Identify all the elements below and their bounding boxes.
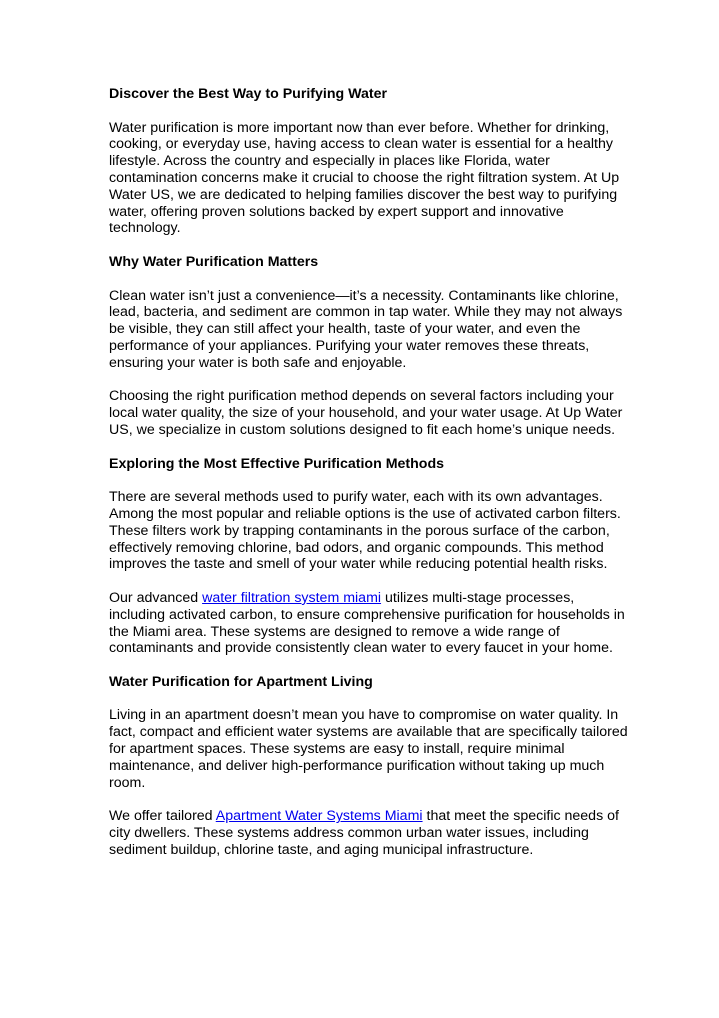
section-why-paragraph-2: Choosing the right purification method depends on several factors including your local water quality, the size of your household, and your water usage. At Up Water US, we specialize in custom solutions designed to fit each home’s unique needs.: [109, 388, 623, 438]
section-heading-apartment: Water Purification for Apartment Living: [109, 673, 373, 690]
document-page: [109, 86, 629, 875]
section-heading-methods: Exploring the Most Effective Purification Methods: [109, 455, 445, 472]
page-title: Discover the Best Way to Purifying Water: [109, 86, 388, 102]
water-filtration-miami-link[interactable]: water filtration system miami: [202, 589, 382, 606]
paragraph-text: utilizes multi-stage processes, including activated carbon, to ensure comprehensive purification for households in the Miami area. These systems are designed to remove a wide range of contaminants and provide consistently clean water to every faucet in your home.: [109, 589, 625, 657]
paragraph-text: We offer tailored: [109, 808, 216, 825]
section-apartment-paragraph-1: Living in an apartment doesn’t mean you have to compromise on water quality. In fact, compact and efficient water systems are available that are specifically tailored for apartment spaces. These systems are easy to install, require minimal maintenance, and deliver high-performance purification without taking up much room.: [109, 707, 628, 791]
apartment-water-systems-link[interactable]: Apartment Water Systems Miami: [215, 808, 423, 825]
paragraph-text: Our advanced: [109, 589, 203, 606]
section-heading-why: Why Water Purification Matters: [109, 253, 319, 270]
paragraph-text: that meet the specific needs of city dwellers. These systems address common urban water issues, including sediment buildup, chlorine taste, and aging municipal infrastructure.: [109, 808, 619, 858]
intro-paragraph: Water purification is more important now than ever before. Whether for drinking, cooking, or everyday use, having access to clean water is essential for a healthy lifestyle. Across the country and especially in places like Florida, water contamination concerns make it crucial to choose the right filtration system. At Up Water US, we are dedicated to helping families discover the best way to purifying water, offering proven solutions backed by expert support and innovative technology.: [109, 119, 620, 237]
section-apartment-paragraph-2: [109, 808, 629, 858]
section-why-paragraph-1: Clean water isn’t just a convenience—it’s a necessity. Contaminants like chlorine, lead, bacteria, and sediment are common in tap water. While they may not always be visible, they can still affect your health, taste of your water, and even the performance of your appliances. Purifying your water removes these threats, ensuring your water is both safe and enjoyable.: [109, 287, 623, 371]
section-methods-paragraph-1: There are several methods used to purify water, each with its own advantages. Among the most popular and reliable options is the use of activated carbon filters. These filters work by trapping contaminants in the porous surface of the carbon, effectively removing chlorine, bad odors, and organic compounds. This method improves the taste and smell of your water while reducing potential health risks.: [109, 489, 621, 573]
section-methods-paragraph-2: [109, 590, 629, 657]
